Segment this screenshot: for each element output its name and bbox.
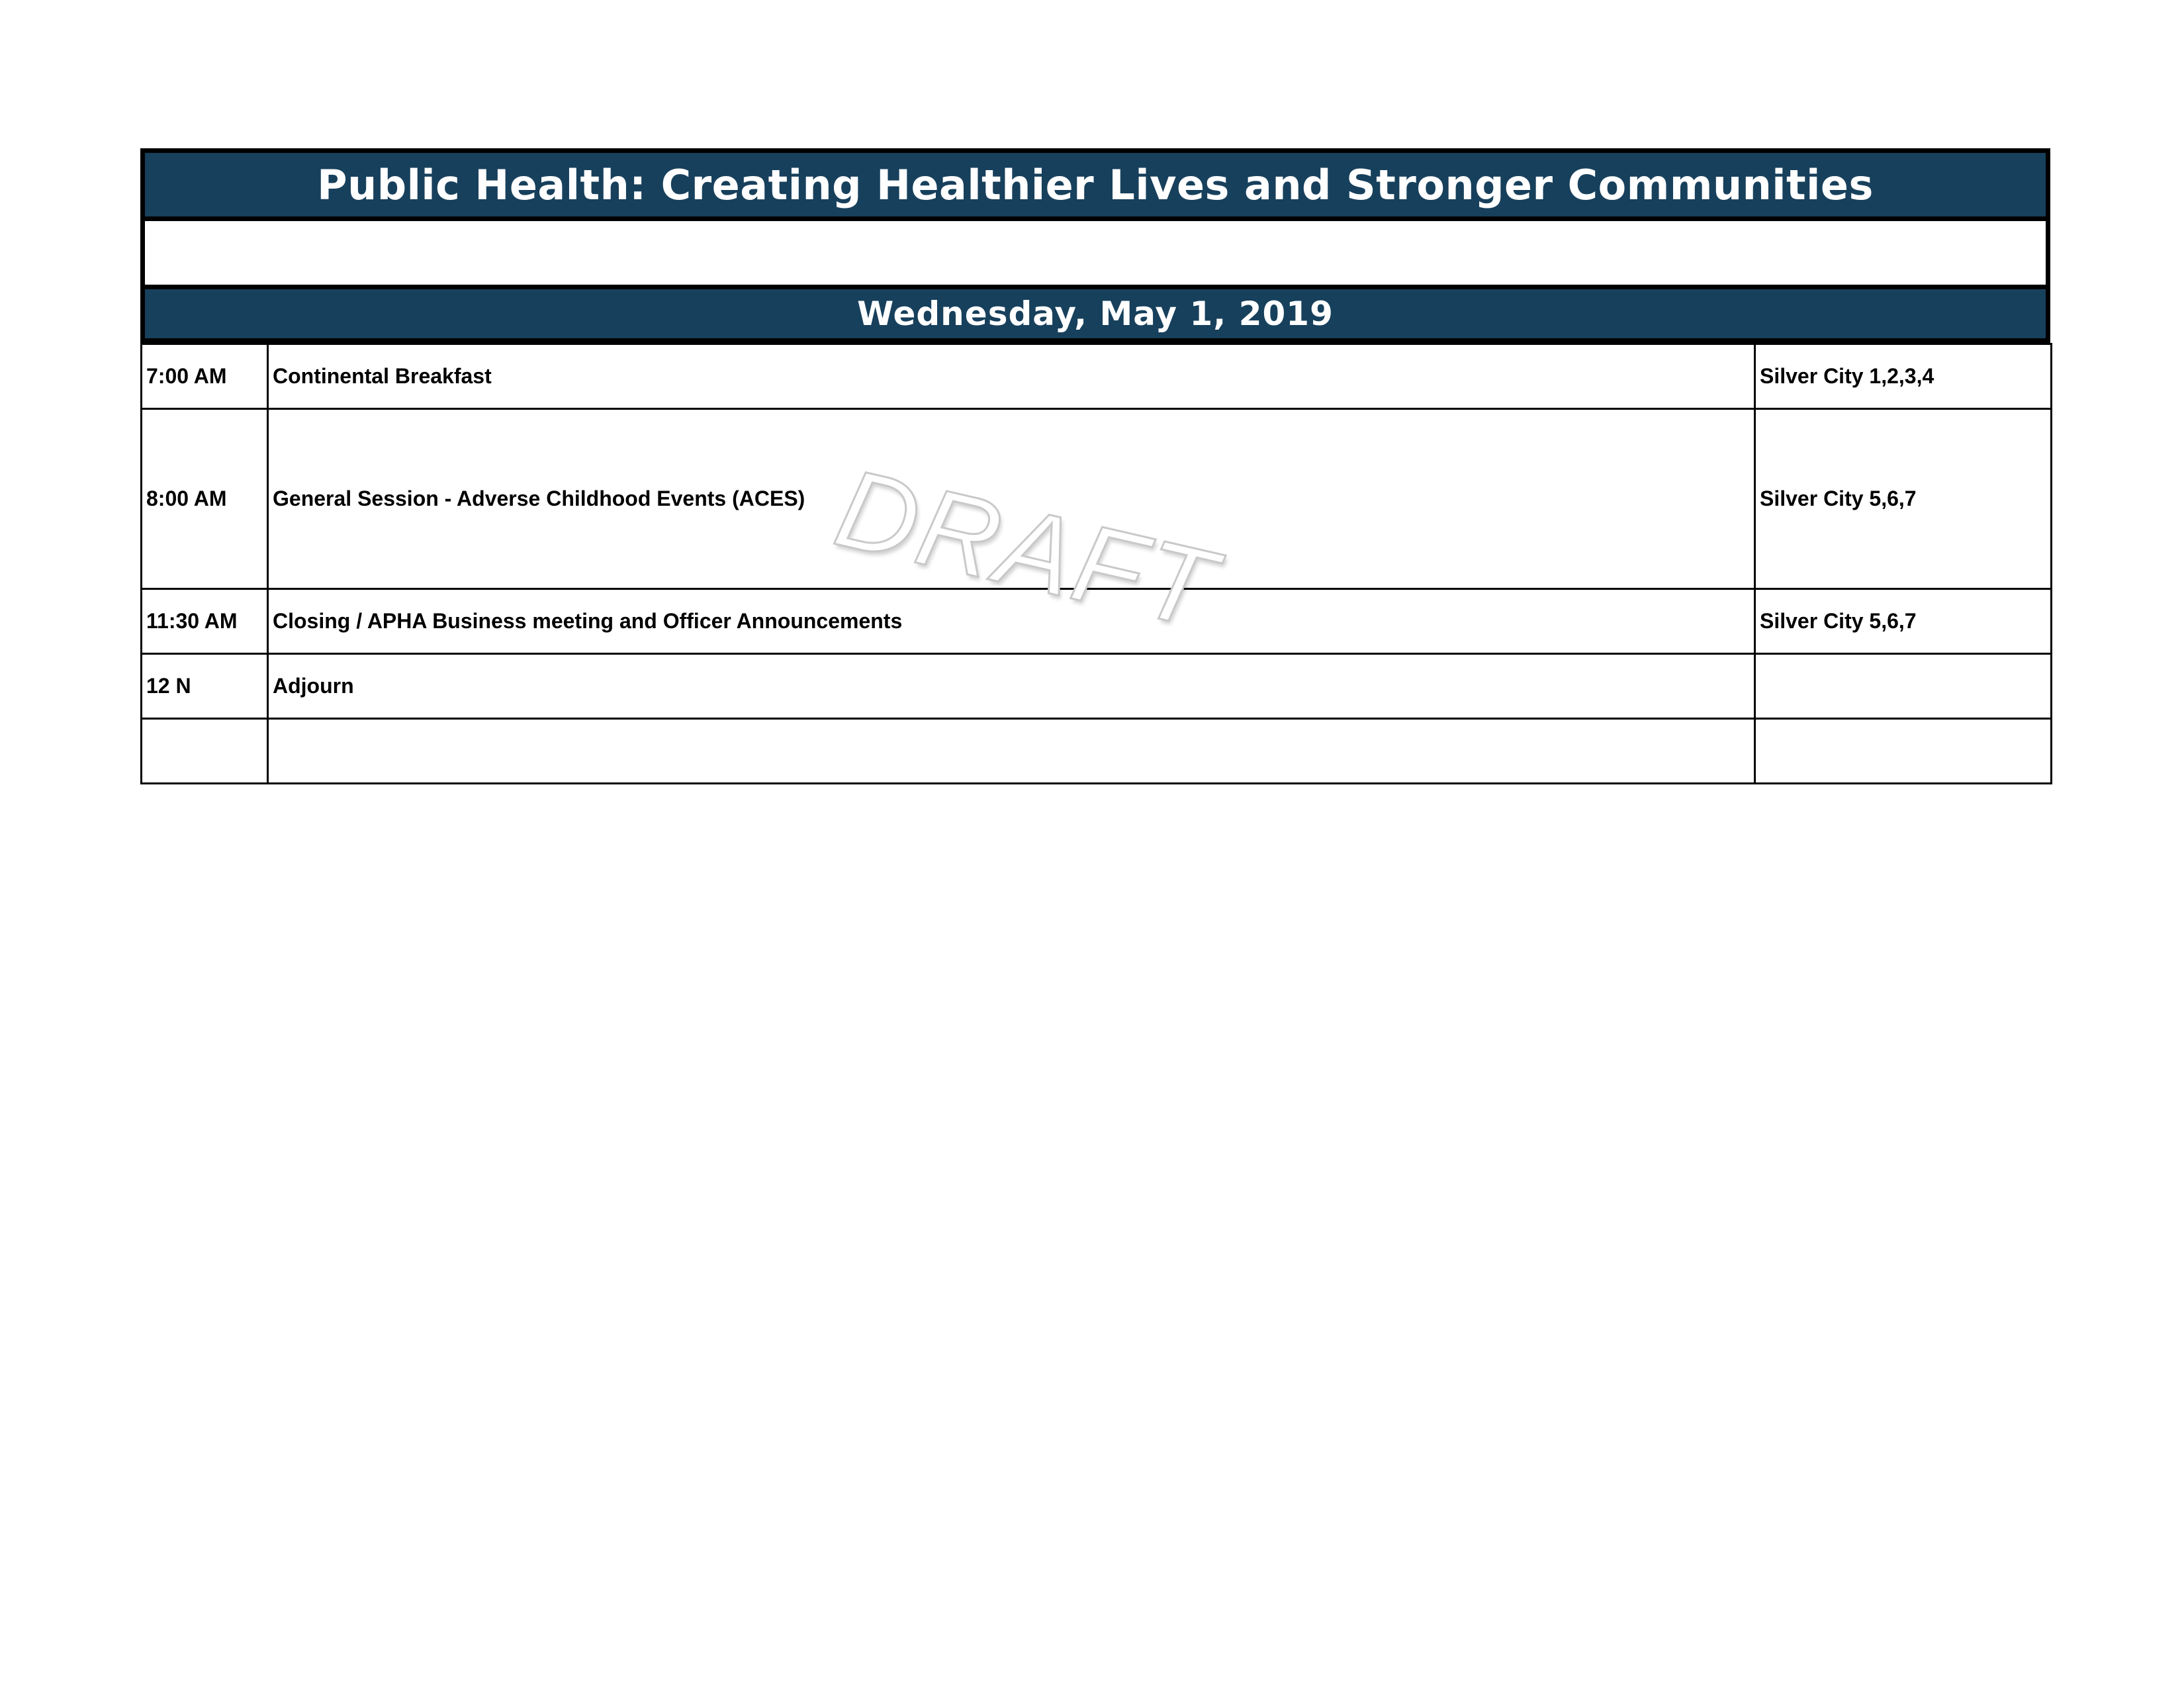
event-cell: Closing / APHA Business meeting and Officer Announcements (268, 589, 1755, 654)
table-row (142, 719, 2052, 784)
time-cell (142, 719, 268, 784)
schedule-table (140, 343, 2052, 784)
event-cell: Continental Breakfast (268, 344, 1755, 409)
time-cell: 7:00 AM (142, 344, 268, 409)
room-cell (1755, 654, 2052, 719)
room-cell: Silver City 5,6,7 (1755, 409, 2052, 589)
event-cell (268, 719, 1755, 784)
room-cell (1755, 719, 2052, 784)
agenda-sheet (140, 148, 2050, 784)
table-row (142, 589, 2052, 654)
table-row (142, 654, 2052, 719)
time-cell: 8:00 AM (142, 409, 268, 589)
time-cell: 12 N (142, 654, 268, 719)
document-title: Public Health: Creating Healthier Lives and Stronger Communities (145, 153, 2046, 221)
header-block (140, 148, 2050, 343)
date-heading: Wednesday, May 1, 2019 (145, 289, 2046, 338)
room-cell: Silver City 1,2,3,4 (1755, 344, 2052, 409)
table-row (142, 344, 2052, 409)
draft-watermark: DRAFT (825, 444, 1228, 653)
subtitle-bar (145, 221, 2046, 289)
time-cell: 11:30 AM (142, 589, 268, 654)
event-cell: General Session - Adverse Childhood Events (ACES) (268, 409, 1755, 589)
event-cell: Adjourn (268, 654, 1755, 719)
room-cell: Silver City 5,6,7 (1755, 589, 2052, 654)
table-row (142, 409, 2052, 589)
